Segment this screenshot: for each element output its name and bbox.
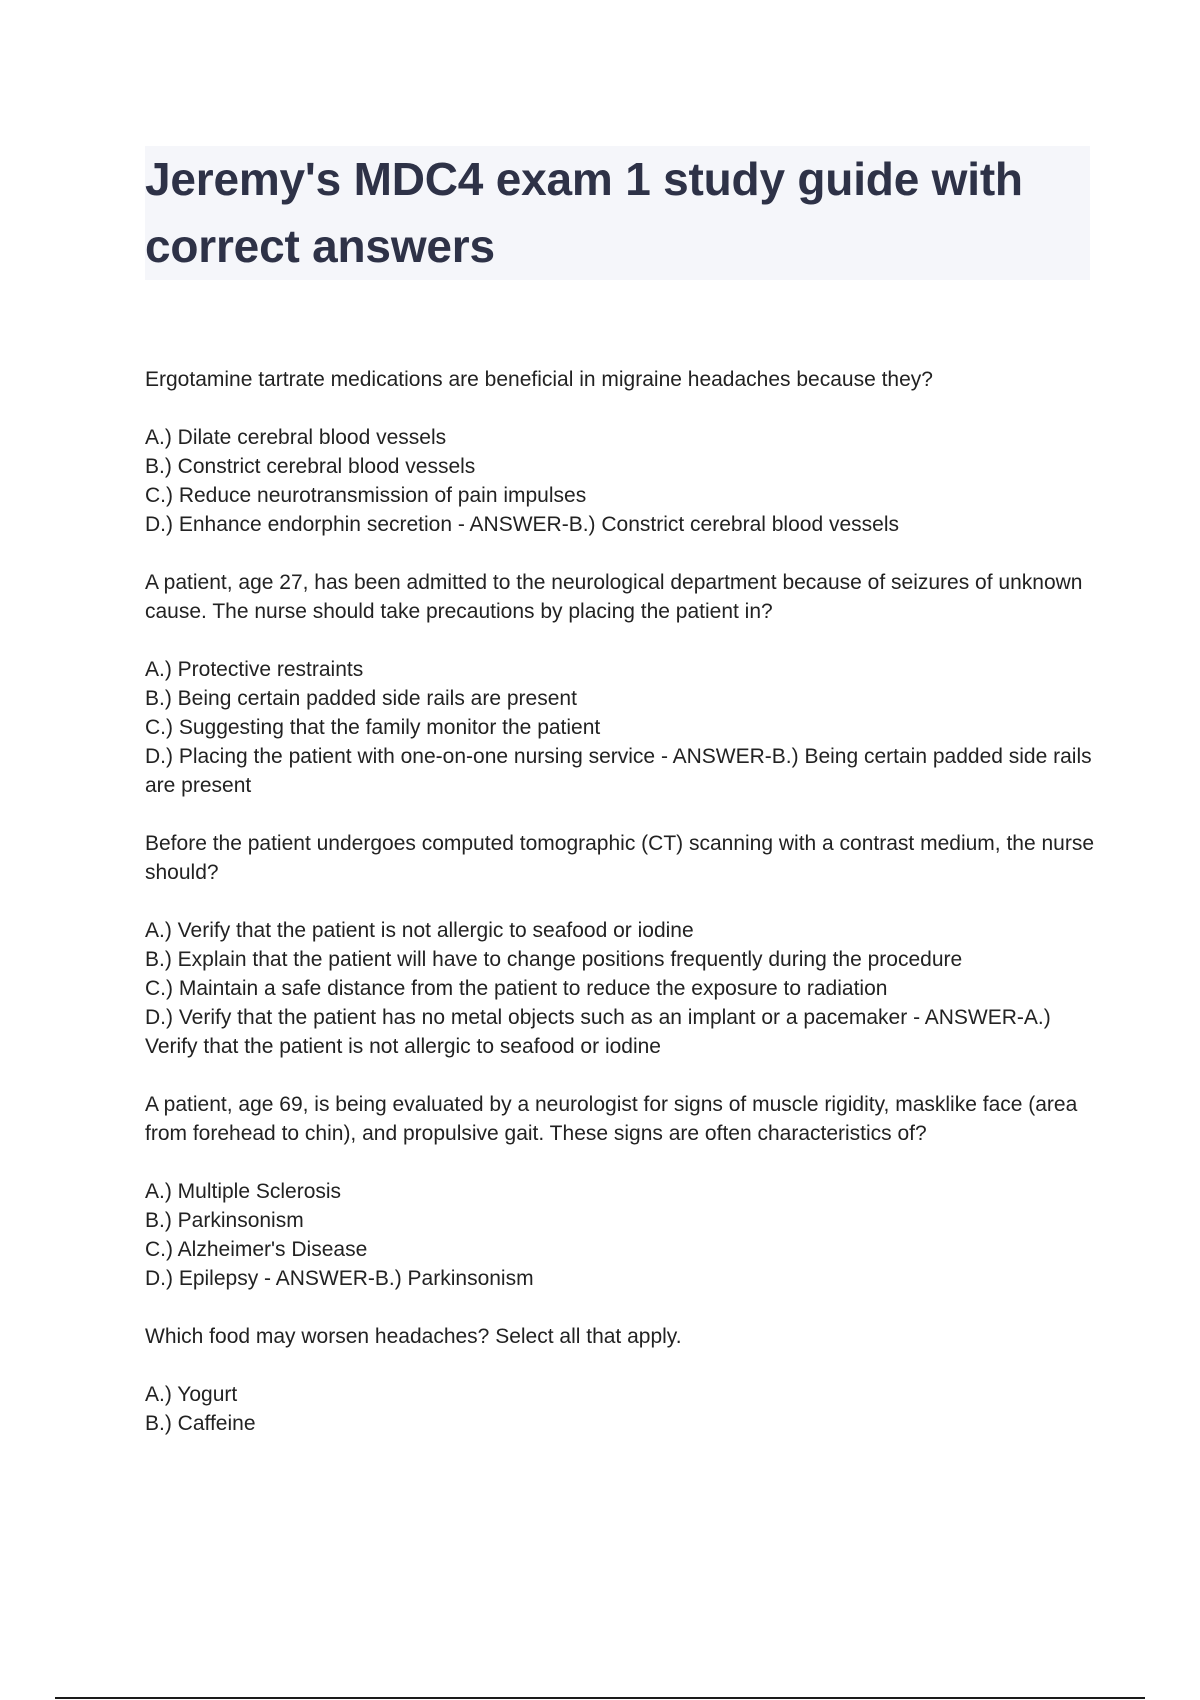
option-b: B.) Being certain padded side rails are present [145, 687, 577, 710]
option-d-with-answer: D.) Enhance endorphin secretion - ANSWER-B.) Constrict cerebral blood vessels [145, 513, 899, 536]
question-block-3 [145, 829, 1095, 1061]
option-list [145, 1380, 1095, 1438]
option-b: B.) Explain that the patient will have to change positions frequently during the procedure [145, 948, 963, 971]
document-title: Jeremy's MDC4 exam 1 study guide with correct answers [145, 153, 1023, 272]
option-d-with-answer: D.) Verify that the patient has no metal objects such as an implant or a pacemaker - ANSWER-A.) Verify that the patient is not allergic to seafood or iodine [145, 1006, 1051, 1058]
question-text: A patient, age 69, is being evaluated by a neurologist for signs of muscle rigidity, masklike face (area from forehead to chin), and propulsive gait. These signs are often characteristics of? [145, 1093, 1078, 1145]
question-text: Ergotamine tartrate medications are beneficial in migraine headaches because they? [145, 368, 933, 391]
option-list [145, 655, 1095, 800]
question-block-4 [145, 1090, 1095, 1293]
option-a: A.) Protective restraints [145, 658, 364, 681]
option-d-with-answer: D.) Placing the patient with one-on-one nursing service - ANSWER-B.) Being certain padded side rails are present [145, 745, 1092, 797]
option-c: C.) Maintain a safe distance from the patient to reduce the exposure to radiation [145, 977, 888, 1000]
question-block-1 [145, 365, 1095, 539]
option-a: A.) Multiple Sclerosis [145, 1180, 342, 1203]
option-a: A.) Verify that the patient is not allergic to seafood or iodine [145, 919, 694, 942]
option-b: B.) Constrict cerebral blood vessels [145, 455, 476, 478]
option-list [145, 1177, 1095, 1293]
option-b: B.) Parkinsonism [145, 1209, 304, 1232]
option-list [145, 916, 1095, 1061]
question-text: Before the patient undergoes computed tomographic (CT) scanning with a contrast medium, the nurse should? [145, 832, 1095, 884]
question-block-5 [145, 1322, 1095, 1438]
option-a: A.) Yogurt [145, 1383, 238, 1406]
option-b: B.) Caffeine [145, 1412, 256, 1435]
footer-divider [55, 1697, 1145, 1699]
question-text: Which food may worsen headaches? Select all that apply. [145, 1325, 682, 1348]
question-list [145, 365, 1095, 1467]
option-a: A.) Dilate cerebral blood vessels [145, 426, 447, 449]
question-text: A patient, age 27, has been admitted to the neurological department because of seizures of unknown cause. The nurse should take precautions by placing the patient in? [145, 571, 1083, 623]
option-c: C.) Reduce neurotransmission of pain impulses [145, 484, 587, 507]
option-list [145, 423, 1095, 539]
question-block-2 [145, 568, 1095, 800]
option-d-with-answer: D.) Epilepsy - ANSWER-B.) Parkinsonism [145, 1267, 534, 1290]
title-block [145, 146, 1090, 280]
option-c: C.) Alzheimer's Disease [145, 1238, 368, 1261]
option-c: C.) Suggesting that the family monitor the patient [145, 716, 601, 739]
